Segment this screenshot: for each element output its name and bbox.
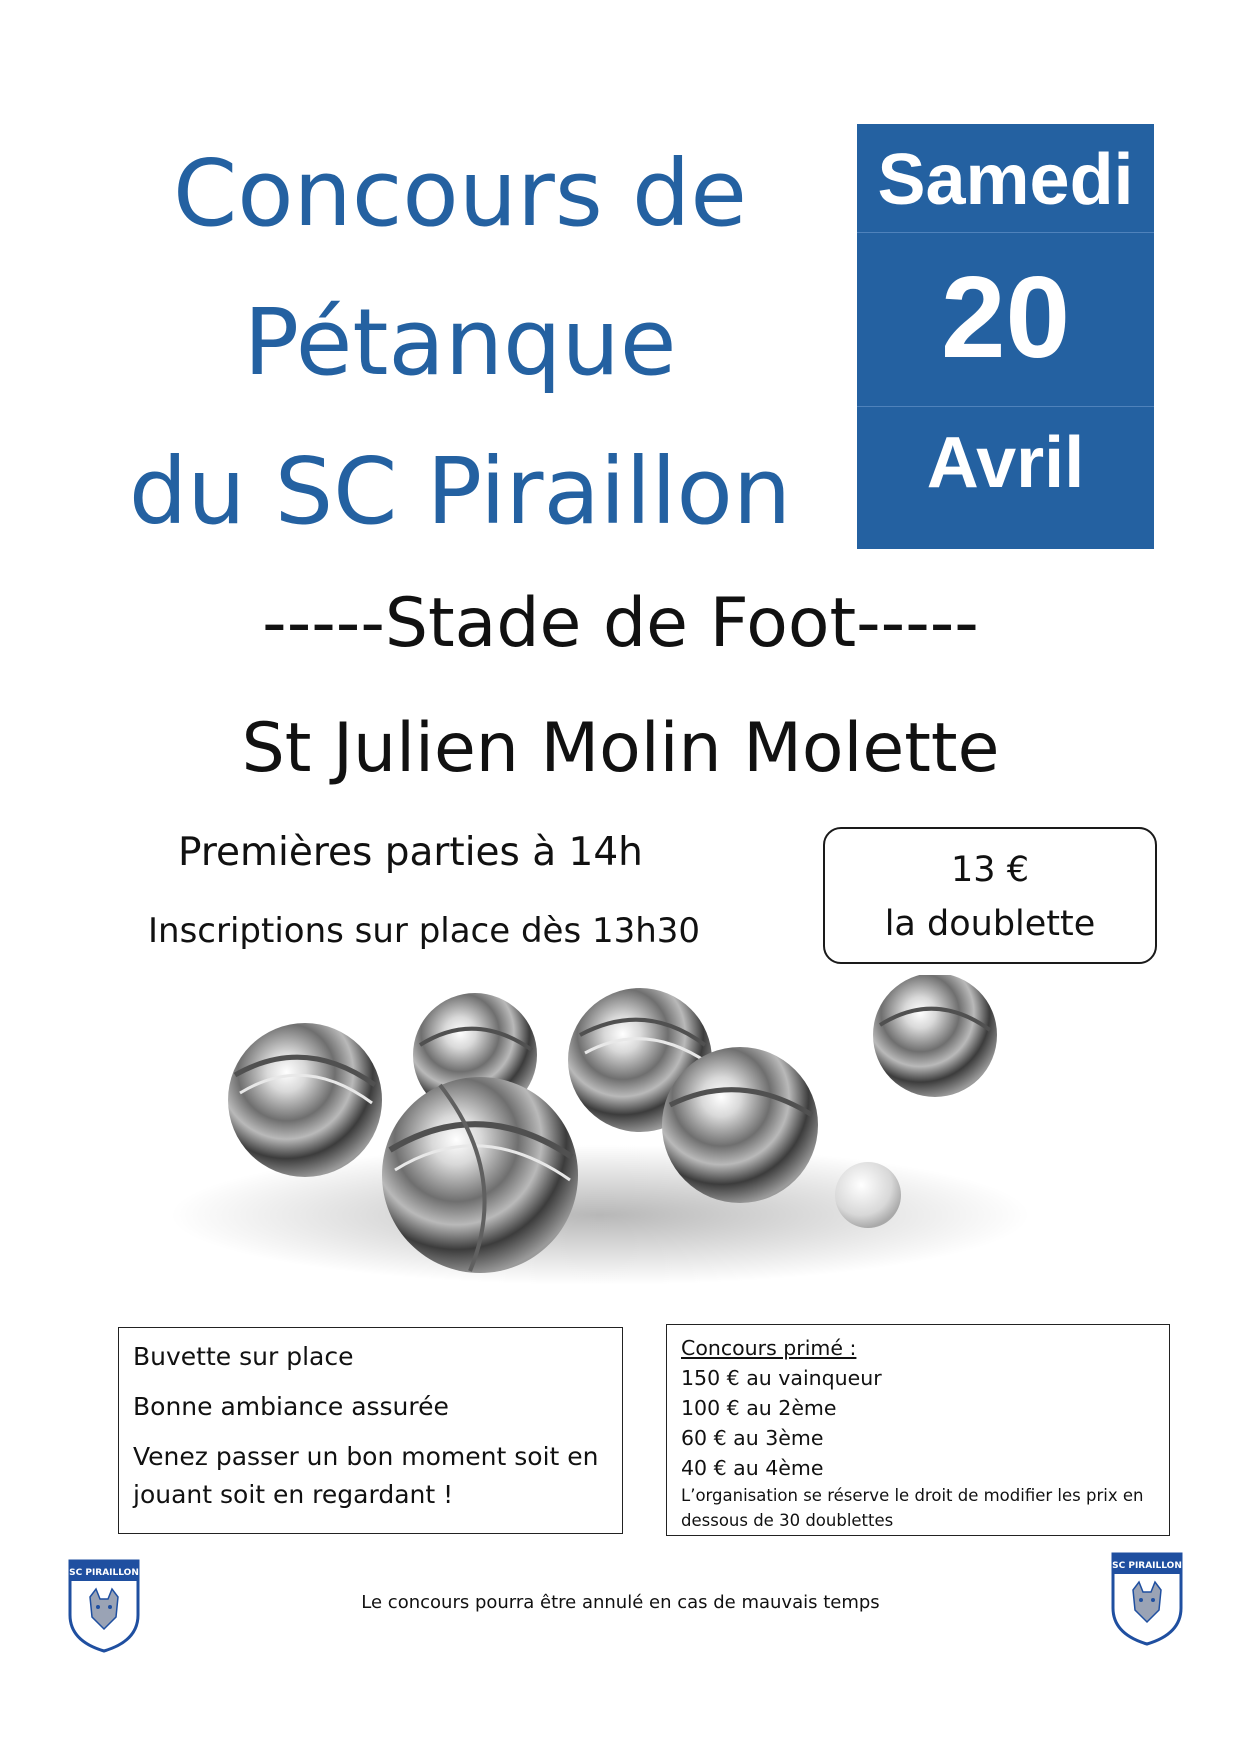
first-games-time: Premières parties à 14h — [178, 830, 643, 875]
amenity-invite-line-2: jouant soit en regardant ! — [133, 1480, 454, 1509]
date-day: 20 — [940, 252, 1071, 382]
price-unit: la doublette — [884, 904, 1096, 944]
prizes-panel — [666, 1324, 1170, 1536]
amenity-bar: Buvette sur place — [133, 1342, 354, 1371]
registration-time: Inscriptions sur place dès 13h30 — [148, 911, 701, 951]
title-line-2: Pétanque — [243, 289, 677, 396]
petanque-balls-image — [140, 975, 1070, 1295]
prize-1: 150 € au vainqueur — [681, 1366, 882, 1390]
prizes-heading: Concours primé : — [681, 1336, 857, 1360]
prize-4: 40 € au 4ème — [681, 1456, 824, 1480]
ball-6 — [382, 1077, 578, 1273]
town-name: St Julien Molin Molette — [241, 709, 1000, 788]
club-logo-right — [1109, 1550, 1185, 1646]
jack-ball — [835, 1162, 901, 1228]
prizes-note-line-2: dessous de 30 doublettes — [681, 1511, 894, 1530]
date-divider-2 — [857, 406, 1154, 407]
logo-text-right: SC PIRAILLON — [1112, 1561, 1182, 1571]
club-logo-left — [66, 1557, 142, 1653]
venue-line: -----Stade de Foot----- — [262, 584, 979, 663]
amenity-invite-line-1: Venez passer un bon moment soit en — [133, 1442, 599, 1471]
date-weekday: Samedi — [877, 140, 1134, 220]
ball-4 — [662, 1047, 818, 1203]
prize-2: 100 € au 2ème — [681, 1396, 837, 1420]
amenities-panel — [118, 1327, 623, 1534]
price-amount: 13 € — [951, 850, 1029, 890]
date-month: Avril — [926, 423, 1085, 503]
date-divider-1 — [857, 232, 1154, 233]
title-line-1: Concours de — [172, 140, 747, 247]
weather-disclaimer: Le concours pourra être annulé en cas de mauvais temps — [361, 1592, 880, 1613]
price-box — [823, 827, 1157, 964]
ball-5 — [873, 975, 997, 1097]
amenity-ambiance: Bonne ambiance assurée — [133, 1392, 449, 1421]
prizes-note-line-1: L’organisation se réserve le droit de modifier les prix en — [681, 1486, 1144, 1505]
ball-1 — [228, 1023, 382, 1177]
date-box — [857, 124, 1154, 549]
title-line-3: du SC Piraillon — [128, 438, 792, 545]
logo-text-left: SC PIRAILLON — [69, 1568, 139, 1578]
prize-3: 60 € au 3ème — [681, 1426, 824, 1450]
